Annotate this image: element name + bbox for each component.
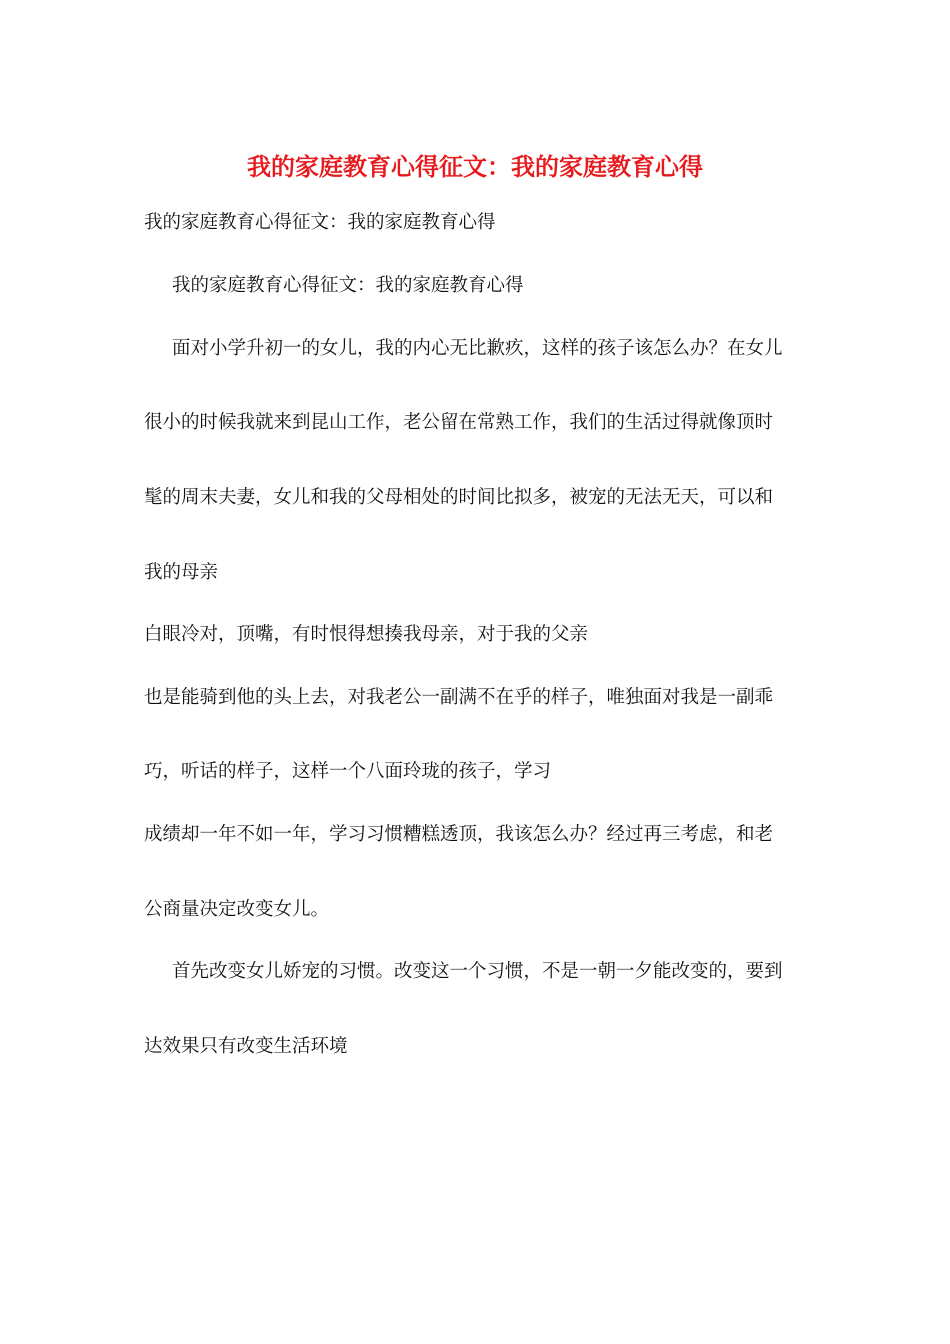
paragraph-line: 面对小学升初一的女儿，我的内心无比歉疚，这样的孩子该怎么办？在女儿 <box>172 338 783 359</box>
paragraph-line: 白眼冷对，顶嘴，有时恨得想揍我母亲，对于我的父亲 <box>144 624 589 645</box>
paragraph-line: 也是能骑到他的头上去，对我老公一副满不在乎的样子，唯独面对我是一副乖 <box>144 687 774 708</box>
paragraph-line: 成绩却一年不如一年，学习习惯糟糕透顶，我该怎么办？经过再三考虑，和老 <box>144 824 774 845</box>
paragraph-line: 我的家庭教育心得征文：我的家庭教育心得 <box>172 275 524 296</box>
paragraph-line: 首先改变女儿娇宠的习惯。改变这一个习惯，不是一朝一夕能改变的，要到 <box>172 961 783 982</box>
paragraph-line: 达效果只有改变生活环境 <box>144 1036 348 1057</box>
paragraph-line: 很小的时候我就来到昆山工作，老公留在常熟工作，我们的生活过得就像顶时 <box>144 412 774 433</box>
paragraph-line: 公商量决定改变女儿。 <box>144 899 330 920</box>
paragraph-line: 我的母亲 <box>144 562 219 583</box>
subtitle-line: 我的家庭教育心得征文：我的家庭教育心得 <box>144 212 496 233</box>
paragraph-line: 巧，听话的样子，这样一个八面玲珑的孩子，学习 <box>144 761 552 782</box>
paragraph-line: 髦的周末夫妻，女儿和我的父母相处的时间比拟多，被宠的无法无天，可以和 <box>144 487 774 508</box>
document-title: 我的家庭教育心得征文：我的家庭教育心得 <box>247 152 703 181</box>
